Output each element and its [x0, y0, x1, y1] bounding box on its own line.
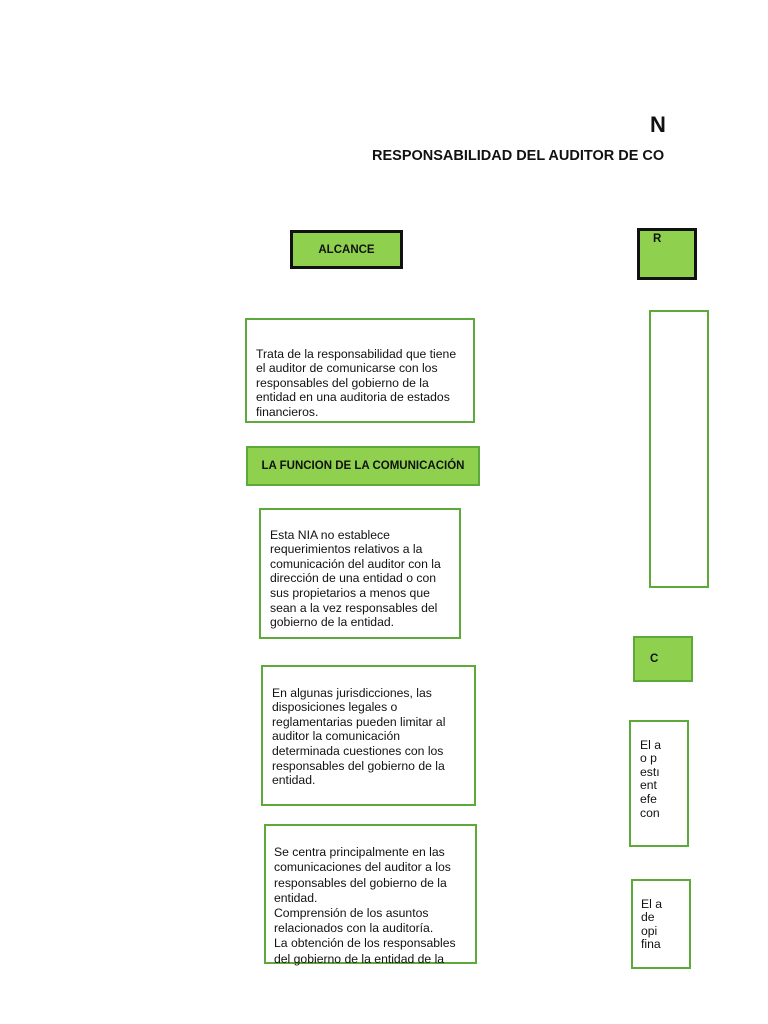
focus-text: Se centra principalmente en las comunicaciones del auditor a los responsables del gobierno de la entidad. Comprensión de los asuntos relacionados con la auditoría. La obtención de los responsables del gobierno de la entidad de la [274, 845, 456, 966]
right-text-box-2 [629, 720, 689, 847]
focus-box [264, 824, 477, 964]
nia-requirements-text: Esta NIA no establece requerimientos relativos a la comunicación del auditor con la dirección de una entidad o con sus propietarios a menos que sean a la vez responsables del gobierno de la entidad. [270, 527, 441, 630]
funcion-comunicacion-header [246, 446, 480, 486]
jurisdictions-box [261, 665, 476, 806]
document-subtitle: RESPONSABILIDAD DEL AUDITOR DE CO [372, 148, 665, 164]
right-text-2: El a o p estı ent efe con [640, 737, 662, 820]
right-header-1-label: R [653, 233, 662, 245]
alcance-text-box [245, 318, 475, 423]
right-text-box-top [649, 310, 709, 588]
alcance-label: ALCANCE [318, 243, 375, 256]
funcion-comunicacion-label: LA FUNCION DE LA COMUNICACIÓN [261, 460, 465, 472]
right-text-3: El a de opi fina [641, 896, 663, 952]
nia-requirements-box [259, 508, 461, 639]
alcance-text: Trata de la responsabilidad que tiene el auditor de comunicarse con los responsables del gobierno de la entidad en una auditoria de estados financieros. [256, 346, 457, 419]
right-text-box-3 [631, 879, 691, 969]
document-title: N [650, 112, 666, 137]
right-header-2 [633, 636, 693, 682]
jurisdictions-text: En algunas jurisdicciones, las disposiciones legales o reglamentarias pueden limitar al auditor la comunicación determinada cuestiones con los responsables del gobierno de la entidad. [272, 685, 446, 788]
right-header-2-label: C [650, 653, 659, 665]
right-header-1 [637, 228, 697, 280]
alcance-header [290, 230, 403, 269]
